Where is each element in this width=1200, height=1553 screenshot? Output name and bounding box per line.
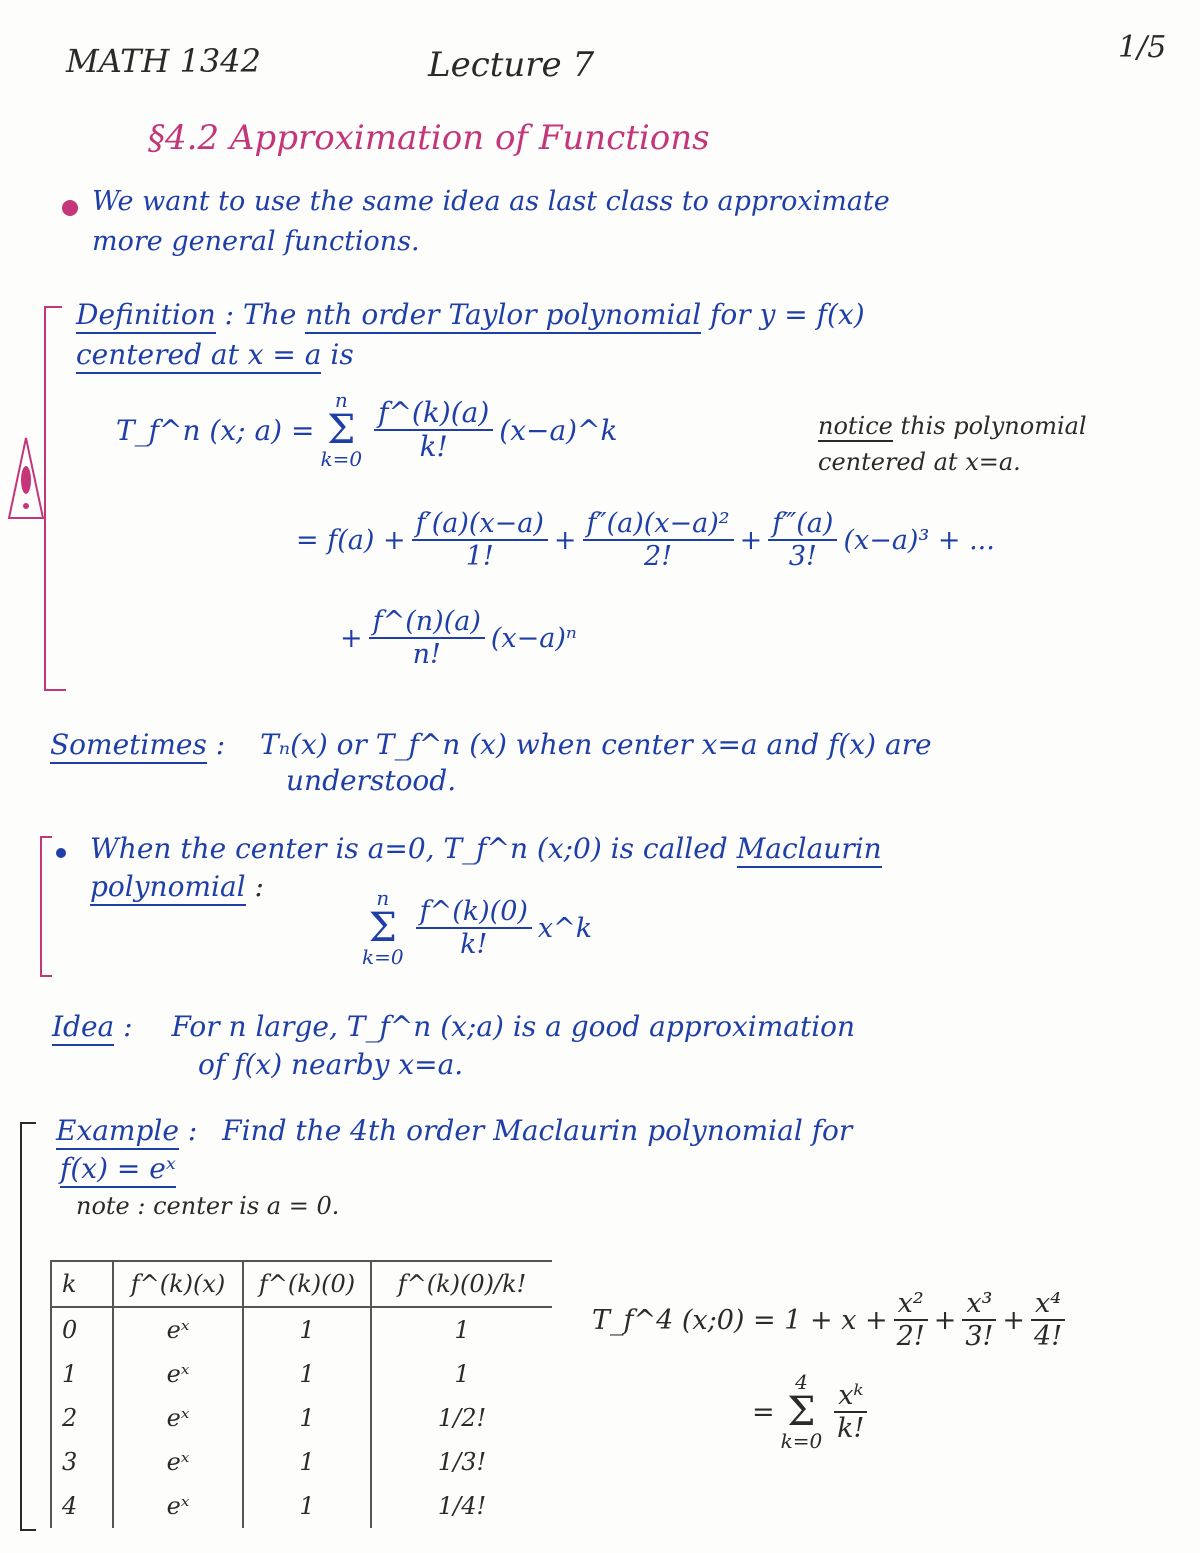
cell: eˣ: [113, 1440, 243, 1484]
result-sum-fraction: [834, 1380, 867, 1444]
maclaurin-line-2: [90, 870, 264, 903]
summation: [781, 1372, 823, 1452]
term-2-den: 2!: [644, 541, 673, 573]
cell: 1: [243, 1352, 371, 1396]
result-term-3-den: 4!: [1034, 1321, 1063, 1353]
fraction-denominator: k!: [837, 1413, 865, 1444]
maclaurin-bracket-bottom: [40, 975, 52, 977]
cell: 1: [243, 1307, 371, 1352]
result-term-3: [1031, 1288, 1065, 1352]
plus-sign: +: [553, 524, 577, 556]
maclaurin-fraction: [416, 896, 532, 960]
maclaurin-bracket-top: [40, 836, 52, 838]
term-n-den: n!: [412, 639, 441, 671]
summation: [320, 390, 362, 470]
example-function: f(x) = eˣ: [60, 1152, 176, 1188]
cell: 1: [454, 1316, 470, 1344]
term-n-num: f^(n)(a): [369, 606, 485, 639]
definition-bracket-top: [44, 306, 62, 308]
definition-text: The: [243, 298, 297, 331]
sometimes-line-2: understood.: [286, 764, 457, 797]
example-bracket-top: [20, 1122, 36, 1124]
cell: 2: [52, 1396, 113, 1440]
result-term-1: [894, 1288, 928, 1352]
maclaurin-formula: [356, 888, 592, 968]
sigma-symbol: Σ: [368, 905, 397, 951]
sum-top: n: [376, 886, 390, 910]
definition-is: is: [330, 338, 354, 371]
cell: 1: [243, 1396, 371, 1440]
sigma-symbol: Σ: [787, 1389, 816, 1435]
sum-bottom: k=0: [320, 447, 363, 471]
taylor-expansion: [296, 508, 995, 572]
definition-bracket-bottom: [44, 689, 66, 691]
cell: 1/3!: [437, 1448, 487, 1476]
cell: 1/4!: [437, 1492, 487, 1520]
maclaurin-term-2: polynomial: [90, 870, 246, 906]
fraction-numerator: f^(k)(a): [374, 397, 493, 431]
maclaurin-text: When the center is a=0, T_f^n (x;0) is called: [90, 832, 728, 865]
example-table: [52, 1262, 552, 1528]
example-note: note : center is a = 0.: [76, 1192, 340, 1220]
note-line-2: centered at x=a.: [818, 448, 1021, 476]
result-sum: [752, 1372, 873, 1452]
taylor-lhs: T_f^n (x; a) =: [116, 413, 315, 447]
cell: eˣ: [113, 1396, 243, 1440]
cell: 1: [454, 1360, 470, 1388]
cell: 1: [243, 1484, 371, 1528]
result-term-2: [962, 1288, 996, 1352]
result-term-2-num: x³: [962, 1288, 996, 1321]
section-title: §4.2 Approximation of Functions: [148, 118, 710, 158]
intro-line-2: more general functions.: [92, 226, 420, 257]
term-1-num: f′(a)(x−a): [412, 508, 548, 541]
equals-sign: =: [752, 1396, 775, 1428]
cell: 4: [52, 1484, 113, 1528]
term-3-power: (x−a)³ + ...: [843, 524, 995, 556]
table-row: [52, 1396, 552, 1440]
example-text: Find the 4th order Maclaurin polynomial for: [222, 1114, 853, 1147]
cell: 1: [52, 1352, 113, 1396]
sometimes-line: Sometimes : Tₙ(x) or T_f^n (x) when center x=a and f(x) are: [50, 728, 932, 761]
cell: 1: [243, 1440, 371, 1484]
cell: 3: [52, 1440, 113, 1484]
term-1-den: 1!: [465, 541, 494, 573]
plus-sign: +: [1002, 1304, 1026, 1336]
sometimes-text: Tₙ(x) or T_f^n (x) when center x=a and f(x) are: [260, 728, 932, 761]
fraction-denominator: k!: [460, 929, 488, 960]
taylor-nth-term: [340, 606, 577, 670]
example-func: [60, 1152, 176, 1185]
definition-line-2: [76, 336, 354, 374]
bullet-dot: [62, 200, 78, 216]
sum-top: n: [334, 388, 348, 412]
fraction-numerator: xᵏ: [834, 1380, 867, 1413]
page-number: 1/5: [1118, 30, 1167, 65]
course-code: MATH 1342: [66, 42, 261, 80]
table-header-row: [52, 1262, 552, 1307]
result-term-2-den: 3!: [965, 1321, 994, 1353]
fraction-denominator: k!: [419, 430, 448, 463]
example-bracket: [20, 1122, 22, 1530]
cell: 1/2!: [437, 1404, 487, 1432]
example-line: Example : Find the 4th order Maclaurin polynomial for: [56, 1114, 852, 1147]
taylor-formula: [116, 390, 618, 470]
result-lhs: T_f^4 (x;0) = 1 + x +: [592, 1304, 888, 1336]
result-term-1-num: x²: [894, 1288, 928, 1321]
sigma-symbol: Σ: [327, 407, 356, 453]
maclaurin-power: x^k: [537, 912, 593, 944]
result-term-3-num: x⁴: [1031, 1288, 1065, 1321]
term-3-den: 3!: [788, 541, 817, 573]
col-fk-x: f^(k)(x): [113, 1262, 243, 1307]
idea-line: Idea : For n large, T_f^n (x;a) is a good approximation: [52, 1010, 855, 1043]
definition-term: nth order Taylor polynomial: [305, 298, 701, 334]
taylor-fraction: [374, 397, 493, 463]
idea-label: Idea: [52, 1010, 114, 1046]
expansion-start: = f(a) +: [296, 524, 406, 556]
col-fk-0: f^(k)(0): [243, 1262, 371, 1307]
intro-line-1: We want to use the same idea as last class to approximate: [92, 186, 890, 217]
example-bracket-bottom: [20, 1529, 36, 1531]
plus-sign-nth: +: [340, 622, 363, 654]
term-n: [369, 606, 485, 670]
table-row: [52, 1484, 552, 1528]
term-3: [768, 508, 837, 572]
fraction-numerator: f^(k)(0): [416, 896, 532, 929]
maclaurin-colon: :: [254, 870, 264, 903]
plus-sign: +: [739, 524, 763, 556]
definition-label: Definition: [76, 298, 216, 334]
sum-bottom: k=0: [362, 945, 404, 969]
term-2-num: f″(a)(x−a)²: [583, 508, 734, 541]
table-row: [52, 1307, 552, 1352]
term-1: [412, 508, 548, 572]
sometimes-label: Sometimes: [50, 728, 207, 764]
idea-text: For n large, T_f^n (x;a) is a good approximation: [171, 1010, 856, 1043]
maclaurin-line-1: [90, 832, 882, 865]
table-row: [52, 1440, 552, 1484]
result-term-1-den: 2!: [896, 1321, 925, 1353]
term-3-num: f‴(a): [768, 508, 837, 541]
warning-icon: [6, 436, 46, 522]
table-row: [52, 1352, 552, 1396]
cell: eˣ: [113, 1352, 243, 1396]
term-2: [583, 508, 734, 572]
example-label: Example: [56, 1114, 179, 1150]
term-n-power: (x−a)ⁿ: [490, 622, 577, 654]
col-fk-0-over-kfact: f^(k)(0)/k!: [371, 1262, 552, 1307]
bullet-dot: [56, 848, 66, 858]
sum-bottom: k=0: [780, 1429, 823, 1453]
note-line-1: [818, 412, 1087, 440]
sum-top: 4: [795, 1370, 808, 1394]
cell: eˣ: [113, 1484, 243, 1528]
cell: 0: [52, 1307, 113, 1352]
definition-line-1: Definition : The nth order Taylor polynomial for y = f(x): [76, 296, 865, 334]
note-rest: this polynomial: [900, 412, 1087, 440]
col-k: k: [52, 1262, 113, 1307]
note-underlined: notice: [818, 412, 893, 440]
plus-sign: +: [933, 1304, 957, 1336]
cell: eˣ: [113, 1307, 243, 1352]
lecture-title: Lecture 7: [428, 45, 595, 85]
result-formula: [592, 1288, 1071, 1352]
summation: [362, 888, 404, 968]
definition-text-2: for y = f(x): [710, 298, 865, 331]
maclaurin-bracket: [40, 836, 42, 976]
maclaurin-term: Maclaurin: [737, 832, 882, 868]
example-table-wrap: [50, 1260, 552, 1528]
taylor-power: (x−a)^k: [499, 413, 618, 447]
definition-term-2: centered at x = a: [76, 338, 321, 374]
idea-line-2: of f(x) nearby x=a.: [198, 1048, 464, 1081]
